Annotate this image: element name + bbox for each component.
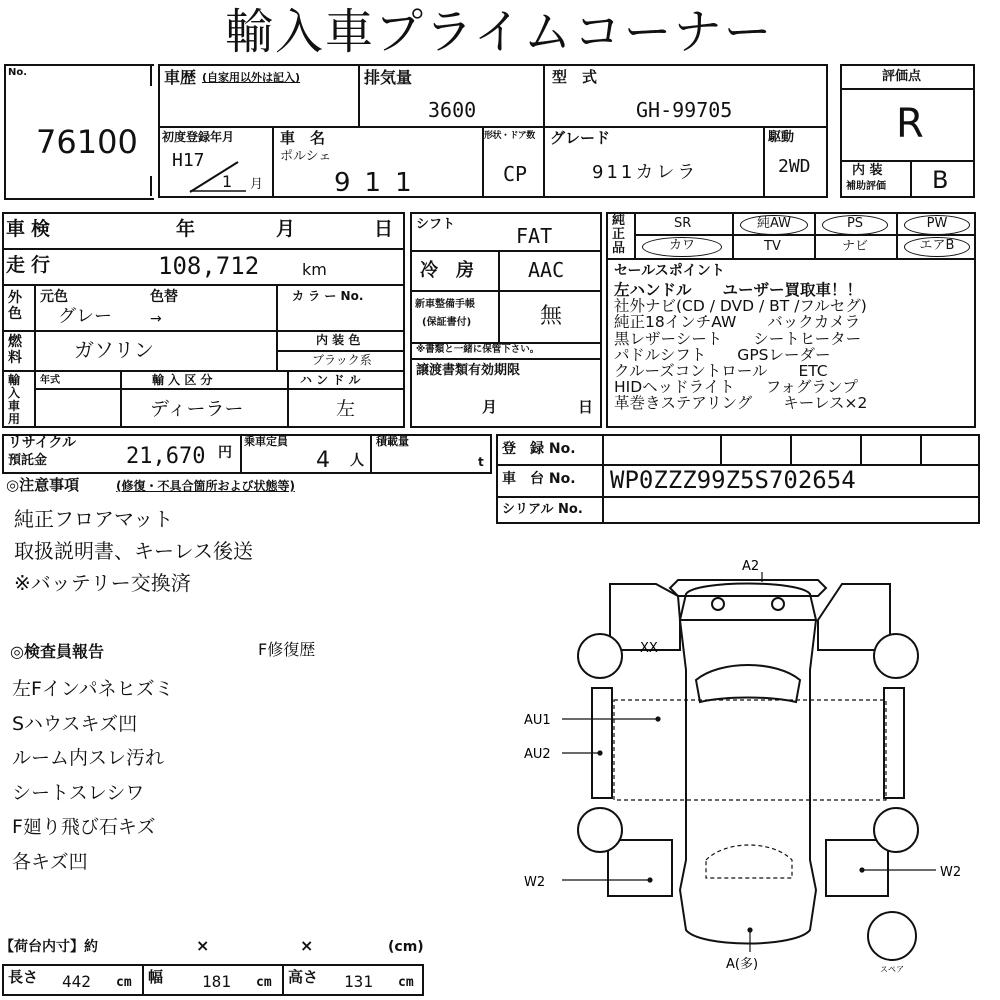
equipment-side-label: 純正品 (612, 213, 626, 256)
cargo-unit: (cm) (388, 939, 424, 955)
mileage-unit: km (302, 260, 327, 279)
warranty-label: 新車整備手帳 (415, 299, 475, 310)
cargo-label: 【荷台内寸】約 (0, 939, 98, 955)
notes-label: ◎注意事項 (6, 476, 80, 494)
capacity-unit: 人 (350, 453, 364, 469)
sales-point-line: 社外ナビ(CD / DVD / BT /フルセグ) (614, 297, 867, 316)
spare-tire (868, 912, 916, 960)
ac-value: AAC (528, 258, 565, 282)
label-w2-right: W2 (940, 865, 962, 880)
mileage-value: 108,712 (158, 252, 260, 280)
grade-value: 911カレラ (592, 162, 699, 183)
headlight-right (772, 598, 784, 610)
inspector-label: ◎検査員報告 (10, 642, 104, 661)
first-reg-month: 1 (222, 172, 233, 191)
mileage-label: 走行 (6, 254, 57, 276)
page-title: 輸入車プライムコーナー (225, 4, 774, 60)
note-line: 純正フロアマット (14, 507, 174, 531)
interior-color-value: ブラック系 (312, 353, 372, 367)
cargo-height-label: 高さ (288, 968, 319, 986)
shape-label: 形状・ドア数 (484, 131, 535, 141)
car-damage-diagram (500, 560, 990, 990)
fuel-side-label: 燃料 (8, 334, 22, 366)
recycle-label-1: リサイクル (8, 435, 77, 451)
inspector-line: ルーム内スレ汚れ (12, 747, 165, 769)
chassis-no-value: WP0ZZZ99Z5S702654 (610, 466, 856, 494)
handle-value: 左 (336, 398, 356, 420)
change-color-value: → (150, 311, 162, 327)
transfer-day: 日 (578, 398, 594, 416)
sales-point-line: 左ハンドル ユーザー買取車！！ (614, 281, 863, 299)
car-maker: ポルシェ (280, 149, 332, 164)
history-label: 車歴 (164, 68, 197, 87)
equip-sr: SR (674, 216, 692, 231)
first-reg-month-unit: 月 (250, 177, 264, 192)
cargo-x1: × (196, 936, 210, 955)
equip-navi: ナビ (842, 239, 869, 254)
capacity-value: 4 (316, 448, 330, 473)
serial-no-label: シリアル No. (502, 502, 583, 517)
windshield-shape (696, 665, 800, 702)
import-year-label: 年式 (40, 375, 60, 386)
load-unit: t (478, 455, 484, 469)
wheel-front-left (578, 634, 622, 678)
shape-value: CP (503, 162, 528, 186)
notes-sub: (修復・不具合箇所および状態等) (116, 479, 295, 493)
drive-value: 2WD (778, 156, 811, 177)
inspector-line: 左Fインパネヒズミ (12, 678, 174, 700)
left-rear-fender (608, 840, 672, 896)
orig-color-value: グレー (58, 306, 112, 327)
inspection-month: 月 (276, 218, 296, 240)
sales-point-list (614, 282, 867, 412)
warranty-note: ※書類と一緒に保管下さい。 (416, 344, 540, 355)
interior-outline (614, 700, 886, 800)
cargo-width: 181 (202, 972, 231, 991)
sales-point-line: 革巻きステアリング キーレス×2 (614, 394, 868, 413)
sales-point-line: HIDヘッドライト フォグランプ (614, 378, 858, 397)
warranty-value: 無 (540, 304, 563, 329)
cargo-x2: × (300, 936, 314, 955)
cargo-length: 442 (62, 972, 91, 991)
load-label: 積載量 (376, 435, 409, 448)
trunk-outline (706, 845, 792, 878)
wheel-front-right (874, 634, 918, 678)
import-category-label: 輸 入 区 分 (152, 373, 213, 387)
history-note: (自家用以外は記入) (202, 71, 301, 84)
inspector-line: Sハウスキズ凹 (12, 712, 138, 735)
cargo-length-unit: cm (116, 975, 132, 990)
car-name-label: 車 名 (280, 129, 326, 147)
import-category-value: ディーラー (150, 398, 244, 420)
label-w2-left: W2 (524, 875, 546, 890)
registration-no-label: 登 録 No. (502, 441, 576, 457)
first-reg-label: 初度登録年月 (162, 130, 235, 144)
repair-history: F修復歴 (258, 640, 316, 659)
orig-color-label: 元色 (40, 289, 68, 305)
inspection-year: 年 (176, 218, 196, 240)
car-name-value: 911 (334, 168, 426, 198)
cargo-width-unit: cm (256, 975, 272, 990)
color-no-label: カ ラ ー No. (292, 289, 364, 303)
warranty-sub: (保証書付) (422, 317, 472, 328)
equip-tv: TV (764, 239, 781, 254)
transfer-label: 譲渡書類有効期限 (416, 363, 521, 378)
left-door (592, 688, 612, 798)
interior-score-value: B (932, 166, 949, 194)
equip-alloy-wheel: 純AW (740, 215, 808, 235)
equip-airbag: エアB (904, 237, 970, 257)
cargo-height-unit: cm (398, 975, 414, 990)
car-body-shape (680, 620, 816, 944)
note-line: 取扱説明書、キーレス後送 (14, 539, 253, 563)
score-value: R (896, 101, 924, 147)
equip-pw: PW (904, 215, 970, 235)
score-label: 評価点 (882, 69, 922, 84)
first-reg-year: H17 (172, 150, 205, 171)
grade-label: グレード (550, 129, 611, 147)
label-spare: スペア (880, 965, 904, 974)
label-a2: A2 (742, 560, 760, 574)
inspection-label: 車検 (6, 218, 57, 240)
inspector-line: F廻り飛び石キズ (12, 816, 156, 838)
right-front-fender (818, 584, 890, 650)
note-line: ※バッテリー交換済 (14, 571, 191, 595)
recycle-unit: 円 (218, 445, 232, 461)
car-front-shape (680, 584, 816, 621)
label-a-multi: A(多) (726, 957, 759, 972)
transfer-month: 月 (482, 398, 498, 416)
recycle-label-2: 預託金 (8, 453, 48, 468)
stock-number: 76100 (36, 123, 138, 161)
front-bumper-shape (670, 580, 826, 596)
inspector-line: シートスレシワ (12, 781, 145, 804)
interior-score-label: 内 装 (852, 163, 883, 178)
sales-point-line: パドルシフト GPSレーダー (614, 345, 831, 364)
right-door (884, 688, 904, 798)
import-side-label: 輸入車用 (8, 373, 21, 426)
right-rear-fender (826, 840, 888, 896)
equip-ps: PS (822, 215, 888, 235)
label-au1: AU1 (524, 713, 551, 728)
sales-point-line: クルーズコントロール ETC (614, 362, 828, 381)
first-reg-slash (186, 160, 246, 194)
shift-value: FAT (516, 224, 553, 248)
fuel-value: ガソリン (74, 338, 154, 362)
wheel-rear-left (578, 808, 622, 852)
label-au2: AU2 (524, 747, 551, 762)
interior-score-sub: 補助評価 (846, 181, 886, 192)
recycle-value: 21,670 (126, 444, 206, 469)
cargo-length-label: 長さ (8, 968, 39, 986)
color-side-label: 外色 (8, 290, 22, 322)
capacity-label: 乗車定員 (244, 435, 288, 448)
handle-label: ハ ン ド ル (300, 373, 361, 387)
displacement-value: 3600 (428, 98, 477, 122)
cargo-height: 131 (344, 972, 373, 991)
equip-leather: カワ (642, 237, 722, 257)
drive-label: 駆動 (768, 130, 795, 145)
notes-list (14, 503, 253, 599)
shift-label: シフト (416, 217, 456, 232)
model-label: 型 式 (552, 68, 598, 86)
sales-point-label: セールスポイント (614, 263, 725, 279)
no-label: No. (8, 67, 28, 78)
sales-point-line: 純正18インチAW バックカメラ (614, 313, 861, 332)
inspection-day: 日 (374, 218, 394, 240)
headlight-left (712, 598, 724, 610)
ac-label: 冷 房 (420, 260, 474, 281)
inspector-line: 各キズ凹 (12, 850, 88, 873)
model-value: GH-99705 (636, 98, 733, 122)
chassis-no-label: 車 台 No. (502, 471, 576, 487)
sales-point-line: 黒レザーシート シートヒーター (614, 329, 862, 348)
label-xx: XX (640, 641, 658, 656)
inspector-list (12, 672, 174, 879)
displacement-label: 排気量 (364, 68, 413, 87)
change-color-label: 色替 (150, 289, 178, 305)
interior-color-label: 内 装 色 (316, 333, 361, 347)
wheel-rear-right (874, 808, 918, 852)
cargo-width-label: 幅 (148, 968, 164, 986)
